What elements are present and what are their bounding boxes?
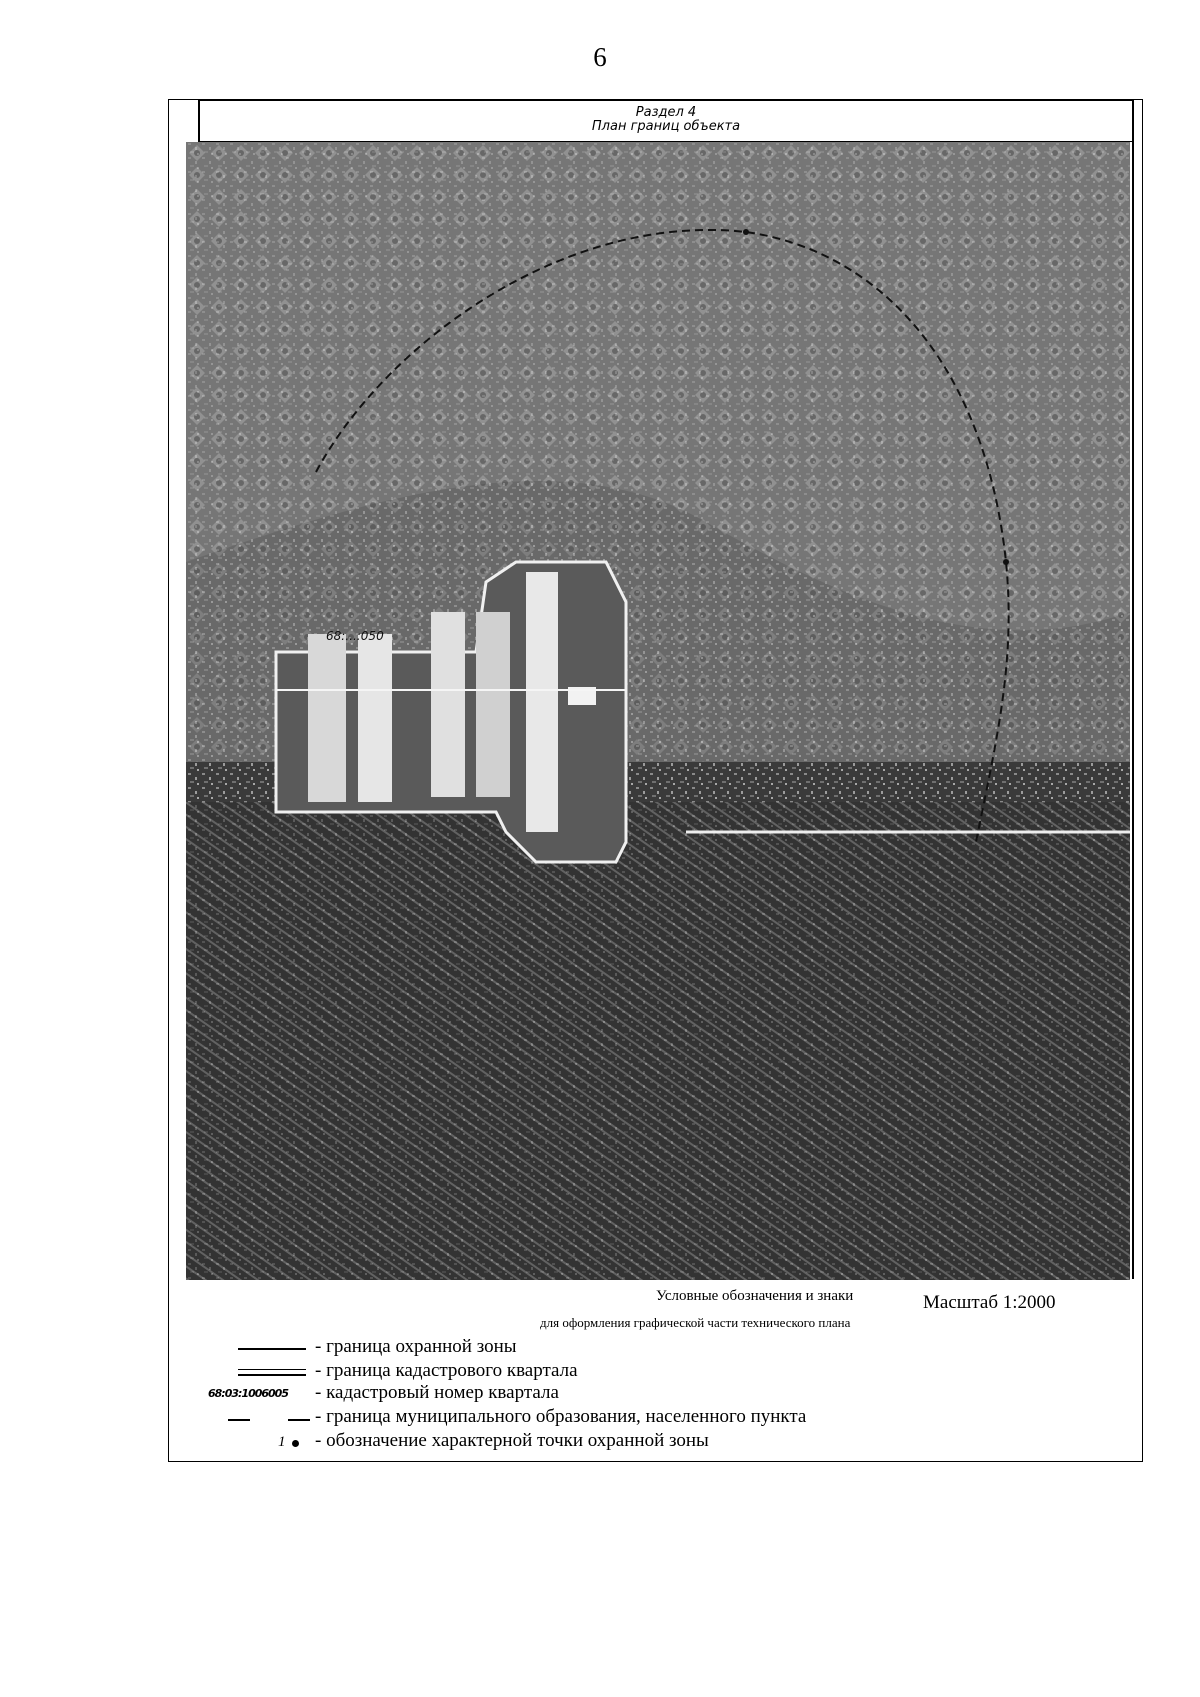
- section-label: Раздел 4: [635, 105, 697, 120]
- legend-subtitle: для оформления графической части технического плана: [540, 1315, 851, 1330]
- legend-item-municipal-boundary: [168, 1406, 1143, 1430]
- section-title: План границ объекта: [591, 119, 741, 134]
- legend-item-label: - граница кадастрового квартала: [315, 1360, 578, 1381]
- legend-title: Условные обозначения и знаки: [656, 1288, 854, 1304]
- parcel-label: 68:...:050: [326, 629, 384, 643]
- boundary-point: [1003, 559, 1009, 565]
- building-4: [476, 612, 510, 797]
- frame-right-border: [1132, 99, 1134, 1279]
- building-3: [431, 612, 465, 797]
- legend-item-cadastral-number: [168, 1382, 1143, 1406]
- cadastral-code-sample: 68:03:1006005: [208, 1387, 288, 1400]
- boundary-point: [743, 229, 749, 235]
- legend-item-cadastral-quarter: [168, 1360, 1143, 1384]
- point-number-sample: 1: [278, 1434, 286, 1450]
- point-symbol: [208, 1434, 308, 1450]
- map-image: [186, 142, 1130, 1280]
- building-5: [526, 572, 558, 832]
- dashed-line-symbol: [208, 1410, 308, 1426]
- solid-line-symbol: [208, 1340, 308, 1356]
- legend-item-characteristic-point: [168, 1430, 1143, 1454]
- cadastral-code-symbol: [208, 1386, 308, 1402]
- legend-item-label: - кадастровый номер квартала: [315, 1382, 559, 1403]
- scale-label: Масштаб 1:2000: [923, 1292, 1056, 1313]
- legend-item-protection-zone: [168, 1336, 1143, 1360]
- point-dot-icon: [292, 1440, 299, 1447]
- field-texture: [186, 802, 1130, 1280]
- double-line-symbol: [208, 1364, 308, 1380]
- boundary-plan-map: [186, 142, 1130, 1280]
- section-header: [198, 100, 1134, 142]
- legend-item-label: - граница муниципального образования, населенного пункта: [315, 1406, 807, 1427]
- legend-item-label: - граница охранной зоны: [315, 1336, 517, 1357]
- legend: [168, 1280, 1143, 1462]
- legend-item-label: - обозначение характерной точки охранной зоны: [315, 1430, 709, 1451]
- page-number: 6: [593, 42, 607, 72]
- building-2: [358, 634, 392, 802]
- building-1: [308, 634, 346, 802]
